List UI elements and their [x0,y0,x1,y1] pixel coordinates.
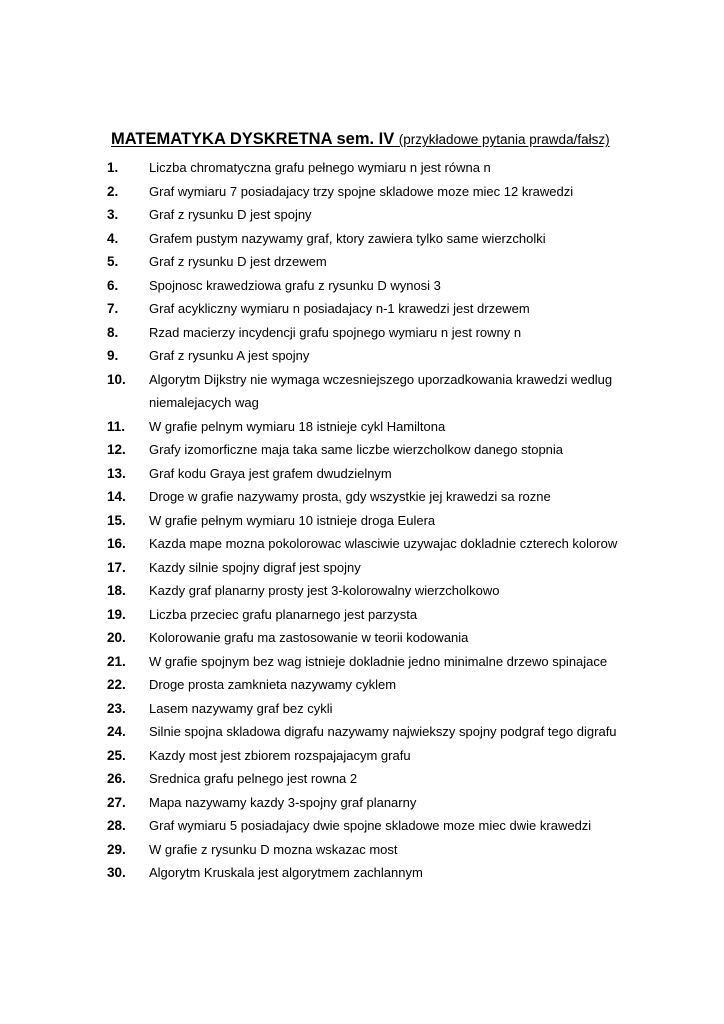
question-text: Kolorowanie grafu ma zastosowanie w teorii kodowania [149,630,469,645]
question-text: Mapa nazywamy kazdy 3-spojny graf planarny [149,794,417,810]
question-item [107,673,627,697]
question-number: 3. [107,207,119,222]
question-text: Liczba chromatyczna grafu pełnego wymiaru n jest równa n [149,160,491,175]
question-text: Graf acykliczny wymiaru n posiadajacy n-1 krawedzi jest drzewem [149,301,530,316]
question-item [107,250,627,274]
question-text: Kazdy graf planarny prosty jest 3-kolorowalny wierzcholkowo [149,583,500,598]
question-text: W grafie pelnym wymiaru 18 istnieje cykl Hamiltona [149,418,446,434]
question-number: 19. [107,606,126,622]
question-number: 18. [107,583,126,598]
question-item [107,603,627,627]
question-item [107,579,627,603]
question-text: Algorytm Dijkstry nie wymaga wczesniejszego uporzadkowania krawedzi wedlug niemalejacych wag [149,371,613,410]
question-number: 15. [107,512,126,528]
question-number: 17. [107,559,126,575]
question-number: 9. [107,348,119,363]
question-number: 13. [107,465,126,481]
question-item [107,180,627,204]
question-text: Graf z rysunku D jest drzewem [149,254,327,269]
question-item [107,344,627,368]
question-item [107,697,627,721]
question-number: 27. [107,794,126,810]
question-text: Graf z rysunku D jest spojny [149,207,312,222]
question-number: 2. [107,183,119,199]
question-item [107,532,627,556]
question-item [107,203,627,227]
question-item [107,861,627,885]
question-number: 14. [107,489,126,504]
question-number: 30. [107,865,126,880]
question-item [107,368,627,415]
question-text: Srednica grafu pelnego jest rowna 2 [149,771,358,786]
question-number: 29. [107,841,126,857]
question-text: Kazda mape mozna pokolorowac wlasciwie uzywajac dokladnie czterech kolorow [149,536,618,551]
question-text: Droge prosta zamknieta nazywamy cyklem [149,677,397,692]
title-main: MATEMATYKA DYSKRETNA sem. IV [111,130,395,148]
question-number: 1. [107,160,119,175]
question-item [107,767,627,791]
question-text: W grafie spojnym bez wag istnieje dokladnie jedno minimalne drzewo spinajace [149,653,608,669]
question-number: 25. [107,747,126,763]
question-number: 22. [107,677,126,692]
question-item [107,485,627,509]
question-number: 12. [107,442,126,457]
question-text: Grafem pustym nazywamy graf, ktory zawiera tylko same wierzcholki [149,230,546,246]
question-item [107,509,627,533]
question-item [107,626,627,650]
question-item [107,462,627,486]
question-number: 8. [107,324,119,340]
page-title [111,129,610,150]
question-item [107,838,627,862]
question-text: Graf z rysunku A jest spojny [149,348,310,363]
question-item [107,227,627,251]
question-item [107,720,627,744]
question-number: 7. [107,301,119,316]
question-text: Droge w grafie nazywamy prosta, gdy wszystkie jej krawedzi sa rozne [149,489,551,504]
question-item [107,438,627,462]
question-number: 20. [107,630,126,645]
question-text: Kazdy silnie spojny digraf jest spojny [149,559,361,575]
question-item [107,744,627,768]
question-text: Rzad macierzy incydencji grafu spojnego wymiaru n jest rowny n [149,324,522,340]
question-text: Silnie spojna skladowa digrafu nazywamy najwiekszy spojny podgraf tego digrafu [149,724,617,739]
question-item [107,156,627,180]
question-number: 21. [107,653,126,669]
question-item [107,650,627,674]
question-text: Lasem nazywamy graf bez cykli [149,700,333,716]
question-number: 26. [107,771,126,786]
question-number: 6. [107,277,119,293]
question-item [107,791,627,815]
question-text: Liczba przeciec grafu planarnego jest parzysta [149,606,418,622]
question-text: Graf wymiaru 7 posiadajacy trzy spojne skladowe moze miec 12 krawedzi [149,183,574,199]
question-number: 23. [107,700,126,716]
question-text: Grafy izomorficzne maja taka same liczbe wierzcholkow danego stopnia [149,442,564,457]
question-item [107,274,627,298]
question-item [107,415,627,439]
question-text: Kazdy most jest zbiorem rozspajajacym grafu [149,747,411,763]
question-text: Graf kodu Graya jest grafem dwudzielnym [149,465,392,481]
question-item [107,321,627,345]
question-text: Algorytm Kruskala jest algorytmem zachlannym [149,865,423,880]
question-number: 28. [107,818,126,833]
question-item [107,814,627,838]
question-text: Spojnosc krawedziowa grafu z rysunku D wynosi 3 [149,277,441,293]
question-number: 11. [107,418,126,434]
question-item [107,297,627,321]
question-number: 5. [107,254,119,269]
question-list [107,156,627,885]
question-text: Graf wymiaru 5 posiadajacy dwie spojne skladowe moze miec dwie krawedzi [149,818,592,833]
question-number: 4. [107,230,119,246]
question-number: 24. [107,724,126,739]
question-item [107,556,627,580]
title-subtitle: (przykładowe pytania prawda/fałsz) [398,132,610,147]
question-number: 10. [107,371,126,387]
question-text: W grafie z rysunku D mozna wskazac most [149,841,398,857]
question-text: W grafie pełnym wymiaru 10 istnieje droga Eulera [149,512,436,528]
question-number: 16. [107,536,126,551]
